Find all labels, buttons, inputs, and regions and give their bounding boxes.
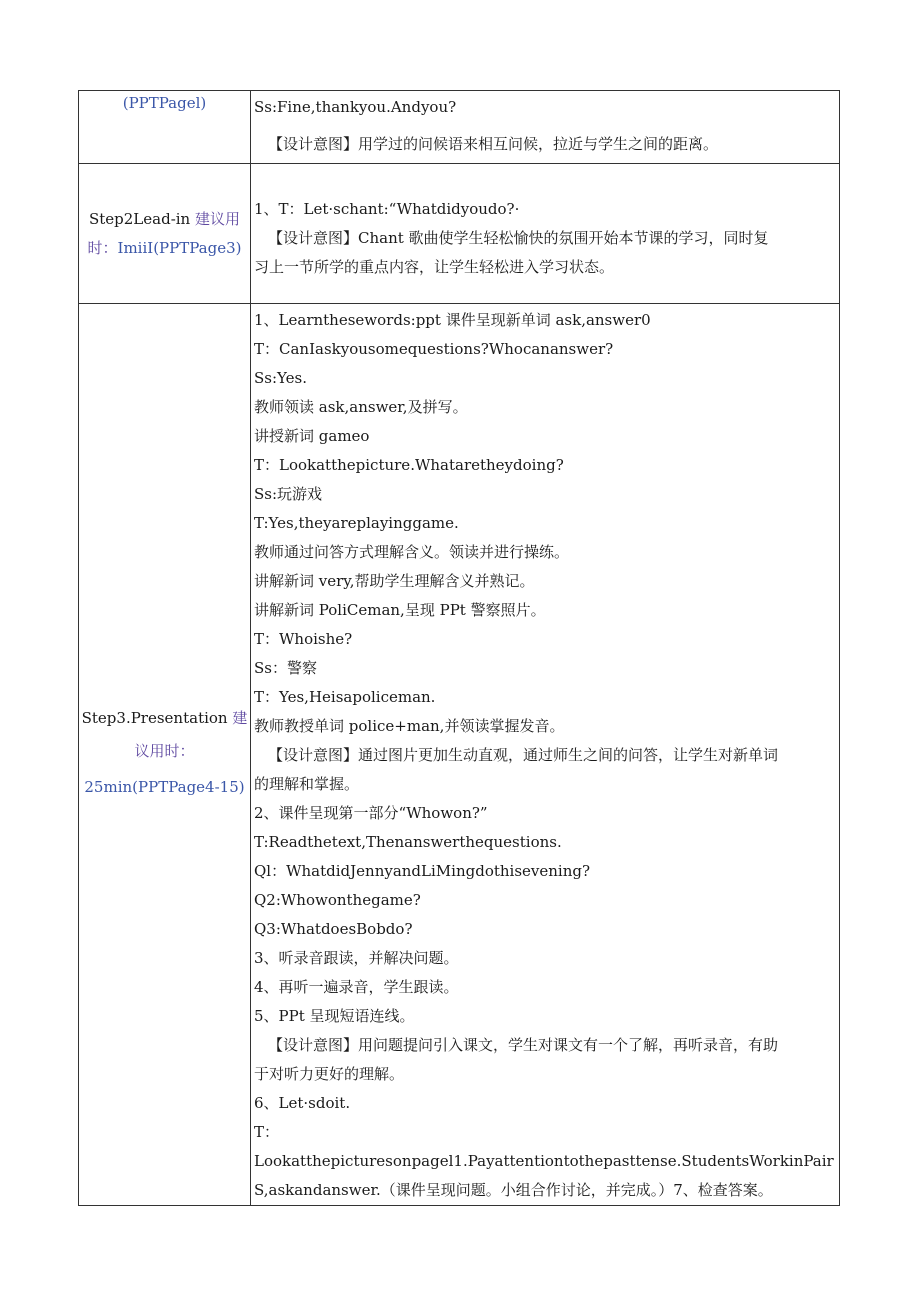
ppt-page-label: ImiiI(PPTPage3) [117, 238, 242, 257]
activity-line: T：Lookatthepicture.Whataretheydoing? [254, 456, 564, 474]
dialogue-line: Ss:Fine,thankyou.Andyou? [254, 98, 457, 116]
design-intent-cont: 的理解和掌握。 [254, 775, 360, 793]
activity-line: 教师通过问答方式理解含义。领读并进行操练。 [254, 543, 570, 561]
design-intent-cont: 习上一节所学的重点内容，让学生轻松进入学习状态。 [254, 258, 615, 276]
activity-line: Ss:玩游戏 [254, 485, 323, 503]
activity-line: T：Whoishe? [254, 630, 353, 648]
activity-line: Ss：警察 [254, 659, 317, 677]
design-intent: 【设计意图】通过图片更加生动直观，通过师生之间的问答，让学生对新单词 [268, 746, 779, 764]
activity-line: 4、再听一遍录音，学生跟读。 [254, 978, 459, 996]
activity-line: T： [254, 1123, 280, 1141]
question-line: Q2:Whowonthegame? [254, 891, 421, 909]
question-line: Q3:WhatdoesBobdo? [254, 920, 413, 938]
suggested-time-label: 建议用时： [87, 209, 241, 257]
step-title: Step3.Presentation [81, 709, 233, 727]
lesson-plan-table [78, 90, 840, 1206]
activity-paragraph: Lookatthepicturesonpagel1.Payattentiontothepasttense.StudentsWorkinPairS,askandanswer.（课件呈现问题。小组合作讨论，并完成。）7、检查答案。 [254, 1152, 834, 1199]
activity-line: 6、Let·sdoit. [254, 1094, 351, 1112]
step-title: Step2Lead-in [88, 209, 195, 228]
activity-line: 1、Learnthesewords:ppt 课件呈现新单词 ask,answer0 [254, 311, 651, 329]
activity-line: 3、听录音跟读，并解决问题。 [254, 949, 459, 967]
ppt-page-label: 25min(PPTPage4-15) [84, 778, 245, 796]
activity-line: Ss:Yes. [254, 369, 307, 387]
activity-cell [251, 91, 840, 164]
activity-line: 讲解新词 very,帮助学生理解含义并熟记。 [254, 572, 535, 590]
suggested-time-label-cont: 议用时： [134, 742, 195, 760]
ppt-page-label: (PPTPagel) [122, 94, 207, 112]
question-line: Ql：WhatdidJennyandLiMingdothisevening? [254, 862, 591, 880]
suggested-time-label: 建 [232, 709, 248, 727]
table-row [79, 91, 840, 164]
table-row [79, 304, 840, 1206]
activity-line: T：Yes,Heisapoliceman. [254, 688, 436, 706]
activity-cell [251, 164, 840, 304]
activity-line: 2、课件呈现第一部分“Whowon?” [254, 804, 488, 822]
step-cell [79, 304, 251, 1206]
activity-cell [251, 304, 840, 1206]
step-cell [79, 164, 251, 304]
activity-line: 教师领读 ask,answer,及拼写。 [254, 398, 468, 416]
activity-line: T:Readthetext,Thenanswerthequestions. [254, 833, 562, 851]
activity-line: 1、T：Let·schant:“Whatdidyoudo?· [254, 200, 520, 218]
design-intent: 【设计意图】用问题提问引入课文，学生对课文有一个了解，再听录音，有助 [268, 1036, 779, 1054]
activity-line: T:Yes,theyareplayinggame. [254, 514, 459, 532]
table-row [79, 164, 840, 304]
design-intent-cont: 于对听力更好的理解。 [254, 1065, 405, 1083]
activity-line: T：CanIaskyousomequestions?Whocananswer? [254, 340, 614, 358]
activity-line: 讲解新词 PoliCeman,呈现 PPt 警察照片。 [254, 601, 546, 619]
activity-line: 讲授新词 gameo [254, 427, 370, 445]
design-intent: 【设计意图】Chant 歌曲使学生轻松愉快的氛围开始本节课的学习，同时复 [268, 229, 769, 247]
activity-line: 5、PPt 呈现短语连线。 [254, 1007, 415, 1025]
step-cell [79, 91, 251, 164]
design-intent: 【设计意图】用学过的问候语来相互问候，拉近与学生之间的距离。 [268, 135, 719, 153]
activity-line: 教师教授单词 police+man,并领读掌握发音。 [254, 717, 565, 735]
